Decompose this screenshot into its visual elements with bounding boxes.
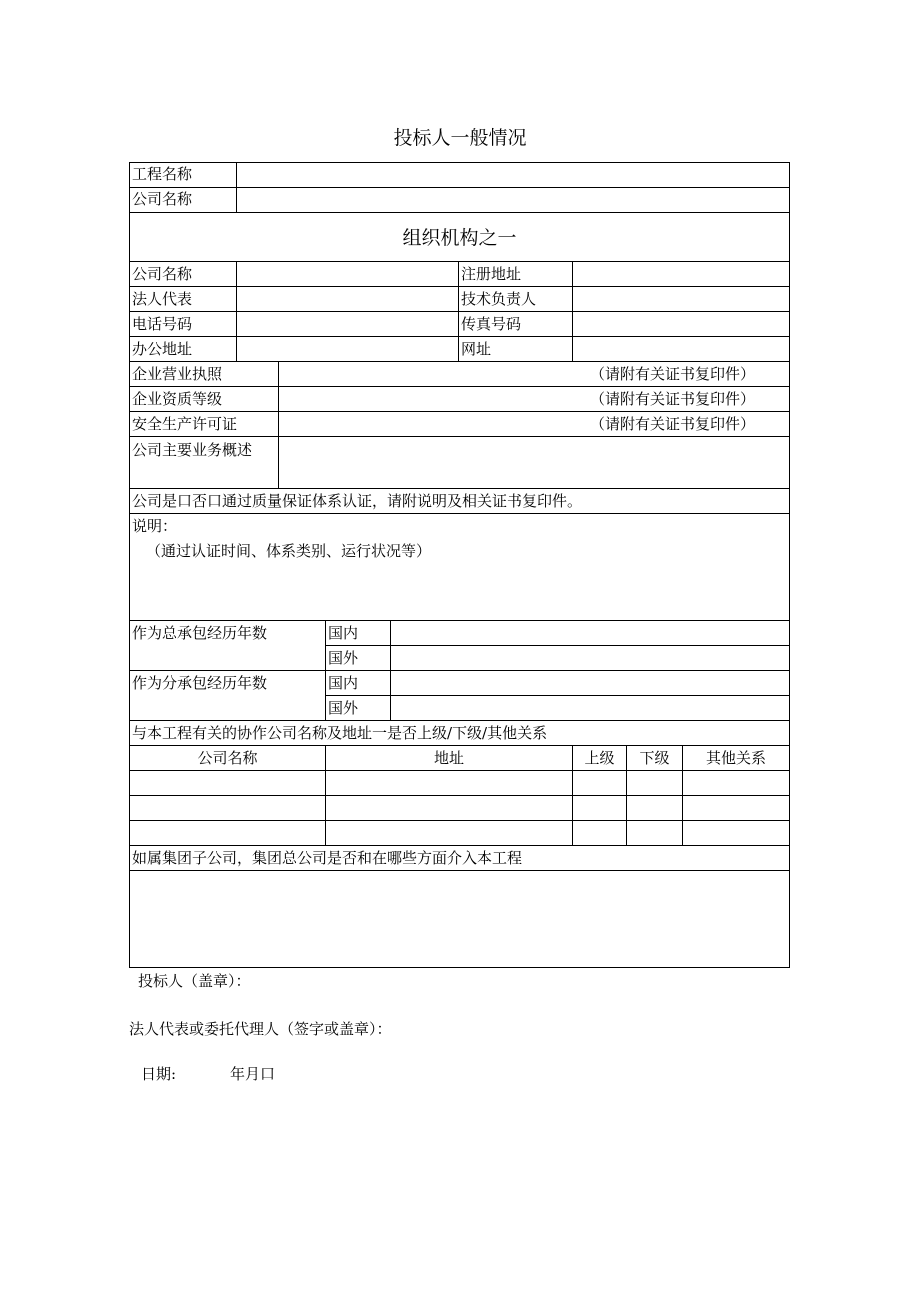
- business-overview-field[interactable]: [280, 438, 788, 487]
- info-company-name-field[interactable]: [238, 263, 457, 285]
- legal-or-agent-label: 法人代表或委托代理人（签字或盖章）：: [129, 1020, 392, 1038]
- general-foreign-field[interactable]: [392, 647, 788, 669]
- general-domestic-label: 国内: [328, 624, 359, 642]
- cert-business-license-label: 企业营业执照: [132, 365, 223, 383]
- business-overview-label: 公司主要业务概述: [132, 441, 253, 459]
- phone-field[interactable]: [238, 313, 457, 335]
- fax-label: 传真号码: [461, 315, 522, 333]
- partners-col-company: 公司名称: [197, 749, 258, 767]
- registered-address-label: 注册地址: [461, 265, 522, 283]
- company-name-label: 公司名称: [132, 190, 193, 208]
- table-row[interactable]: [131, 797, 788, 819]
- website-label: 网址: [461, 340, 492, 358]
- page-title: 投标人一般情况: [393, 127, 527, 149]
- info-company-name-label: 公司名称: [132, 265, 193, 283]
- company-name-field[interactable]: [238, 189, 788, 211]
- partners-col-subordinate: 下级: [639, 749, 670, 767]
- office-address-field[interactable]: [238, 338, 457, 360]
- partners-col-superior: 上级: [584, 749, 615, 767]
- group-question: 如属集团子公司，集团总公司是否和在哪些方面介入本工程: [132, 849, 523, 867]
- general-foreign-label: 国外: [328, 649, 359, 667]
- legal-rep-field[interactable]: [238, 288, 457, 310]
- sub-foreign-label: 国外: [328, 699, 359, 717]
- bidder-seal-label: 投标人（盖章）：: [138, 972, 251, 990]
- cert-safety-license-label: 安全生产许可证: [132, 415, 238, 433]
- registered-address-field[interactable]: [574, 263, 788, 285]
- phone-label: 电话号码: [132, 315, 193, 333]
- general-contract-years-label: 作为总承包经历年数: [132, 624, 268, 642]
- general-domestic-field[interactable]: [392, 622, 788, 644]
- quality-cert-text: 公司是口否口通过质量保证体系认证，请附说明及相关证书复印件。: [132, 492, 583, 510]
- explanation-label: 说明：: [132, 517, 178, 535]
- tech-lead-label: 技术负责人: [461, 290, 537, 308]
- cert-qualification-note: （请附有关证书复印件）: [590, 390, 756, 408]
- partners-col-address: 地址: [433, 749, 464, 767]
- cert-qualification-label: 企业资质等级: [132, 390, 223, 408]
- sub-domestic-label: 国内: [328, 674, 359, 692]
- cert-business-license-note: （请附有关证书复印件）: [590, 365, 756, 383]
- cert-safety-license-note: （请附有关证书复印件）: [590, 415, 756, 433]
- date-label: 日期:: [141, 1065, 177, 1083]
- tech-lead-field[interactable]: [574, 288, 788, 310]
- sub-foreign-field[interactable]: [392, 697, 788, 719]
- group-answer-field[interactable]: [131, 872, 788, 966]
- table-row[interactable]: [131, 772, 788, 794]
- explanation-field[interactable]: [131, 564, 788, 619]
- section-heading: 组织机构之一: [402, 227, 517, 249]
- partners-heading: 与本工程有关的协作公司名称及地址一是否上级/下级/其他关系: [132, 724, 548, 742]
- sub-contract-years-label: 作为分承包经历年数: [132, 674, 268, 692]
- table-row[interactable]: [131, 822, 788, 844]
- sub-domestic-field[interactable]: [392, 672, 788, 694]
- office-address-label: 办公地址: [132, 340, 193, 358]
- fax-field[interactable]: [574, 313, 788, 335]
- explanation-hint: （通过认证时间、体系类别、运行状况等）: [146, 542, 432, 560]
- partners-col-other: 其他关系: [705, 749, 766, 767]
- website-field[interactable]: [574, 338, 788, 360]
- project-name-label: 工程名称: [132, 165, 193, 183]
- project-name-field[interactable]: [238, 164, 788, 186]
- legal-rep-label: 法人代表: [132, 290, 193, 308]
- date-value: 年月口: [230, 1065, 276, 1083]
